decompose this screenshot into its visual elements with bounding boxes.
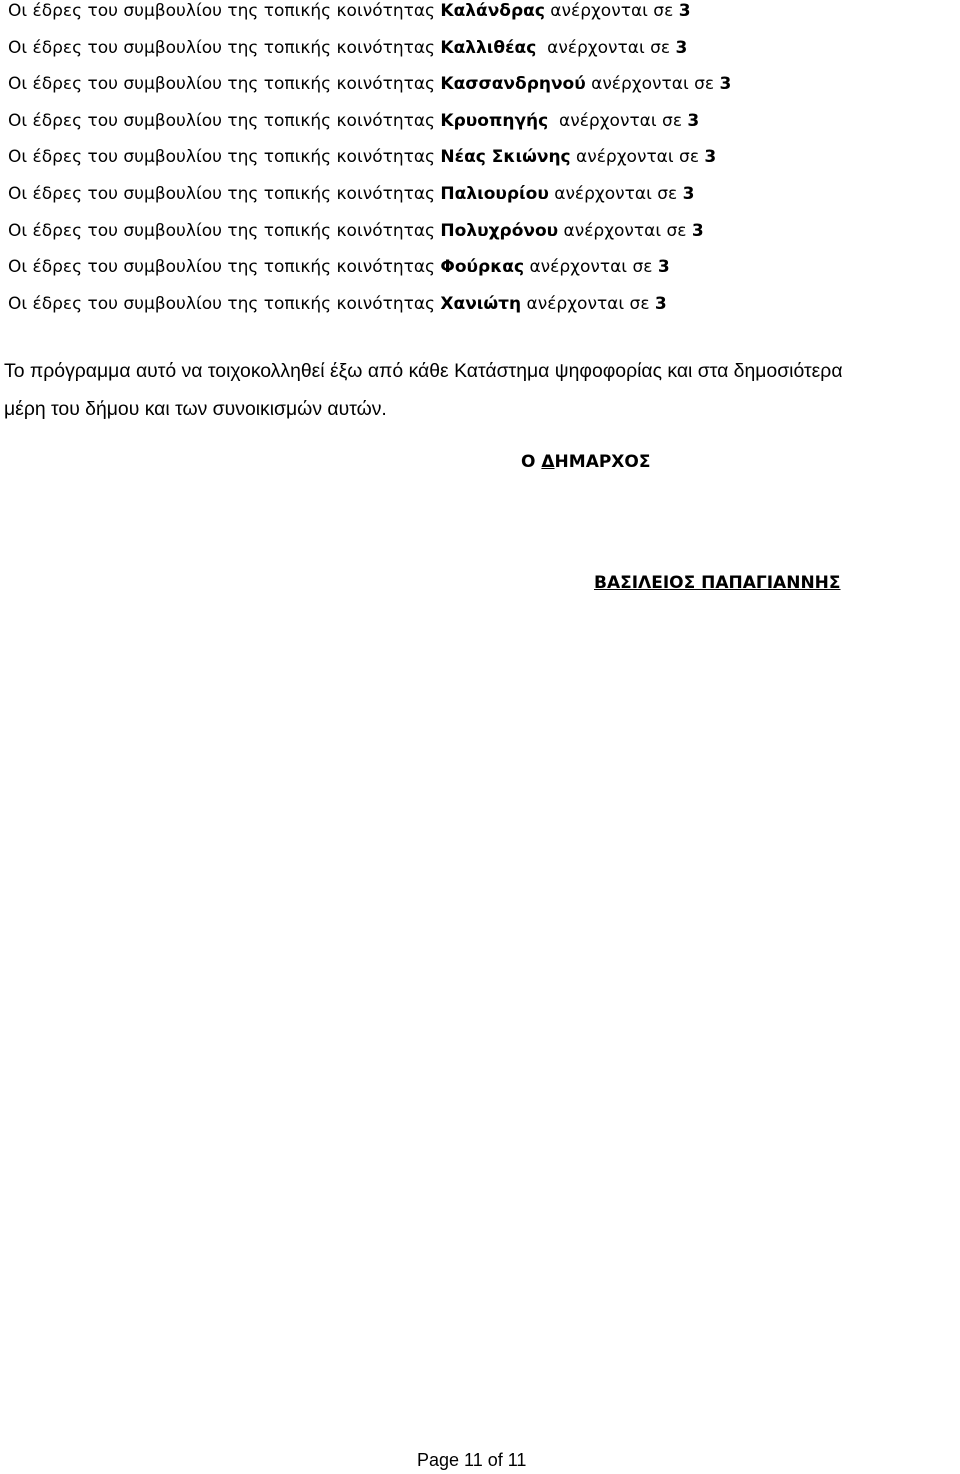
seat-count: 3 — [719, 74, 732, 95]
seat-line-prefix: Οι έδρες του συμβουλίου της τοπικής κοινότητας — [8, 293, 441, 314]
seat-line — [8, 146, 958, 183]
seat-line-prefix: Οι έδρες του συμβουλίου της τοπικής κοινότητας — [8, 220, 441, 241]
community-name: Καλάνδρας — [440, 1, 545, 21]
seat-line-prefix: Οι έδρες του συμβουλίου της τοπικής κοινότητας — [8, 183, 441, 204]
seat-line-suffix: ανέρχονται σε — [548, 110, 688, 131]
notice-line-2: μέρη του δήμου και των συνοικισμών αυτών. — [4, 398, 387, 420]
seat-line-suffix: ανέρχονται σε — [536, 37, 676, 58]
mayor-title-rest: ΗΜΑΡΧΟΣ — [554, 452, 651, 472]
seat-line-prefix: Οι έδρες του συμβουλίου της τοπικής κοινότητας — [8, 110, 441, 131]
seat-line-suffix: ανέρχονται σε — [521, 293, 655, 314]
seat-count: 3 — [675, 37, 688, 58]
community-name: Κρυοπηγής — [440, 110, 549, 131]
seat-line — [8, 183, 958, 220]
seat-count: 3 — [657, 257, 670, 278]
seat-line — [8, 37, 958, 74]
community-name: Καλλιθέας — [440, 37, 537, 58]
page-number: Page 11 of 11 — [417, 1450, 527, 1470]
notice-line-1: Το πρόγραμμα αυτό να τοιχοκολληθεί έξω από κάθε Κατάστημα ψηφοφορίας και στα δημοσιότερα — [4, 360, 843, 382]
seat-line-prefix: Οι έδρες του συμβουλίου της τοπικής κοινότητας — [8, 147, 441, 168]
community-name: Νέας Σκιώνης — [440, 147, 571, 168]
seat-line-prefix: Οι έδρες του συμβουλίου της τοπικής κοινότητας — [8, 74, 441, 95]
seat-count: 3 — [682, 183, 695, 204]
seat-count: 3 — [687, 110, 700, 131]
community-name: Φούρκας — [440, 257, 525, 278]
seat-line-suffix: ανέρχονται σε — [558, 220, 692, 241]
seat-line-suffix: ανέρχονται σε — [570, 147, 705, 168]
seat-line-prefix: Οι έδρες του συμβουλίου της τοπικής κοινότητας — [8, 37, 441, 58]
posting-notice — [4, 352, 958, 428]
seat-line — [8, 0, 958, 37]
mayor-title-prefix: Ο — [521, 452, 542, 472]
seat-count: 3 — [654, 293, 667, 314]
seat-count: 3 — [704, 147, 717, 168]
mayor-title-initial: Δ — [541, 452, 555, 472]
seat-line-suffix: ανέρχονται σε — [524, 257, 658, 278]
seat-line-suffix: ανέρχονται σε — [544, 1, 679, 21]
seat-line-suffix: ανέρχονται σε — [548, 183, 683, 204]
community-name: Κασσανδρηνού — [440, 74, 586, 95]
seat-line-suffix: ανέρχονται σε — [585, 74, 720, 95]
seat-line — [8, 220, 958, 257]
seat-list — [8, 0, 958, 329]
mayor-name: ΒΑΣΙΛΕΙΟΣ ΠΑΠΑΓΙΑΝΝΗΣ — [594, 573, 841, 593]
mayor-title — [0, 452, 960, 472]
seat-line — [8, 73, 958, 110]
seat-count: 3 — [678, 1, 691, 21]
seat-count: 3 — [691, 220, 704, 241]
seat-line — [8, 293, 958, 330]
seat-line — [8, 110, 958, 147]
community-name: Χανιώτη — [440, 293, 522, 314]
community-name: Πολυχρόνου — [440, 220, 559, 241]
seat-line-prefix: Οι έδρες του συμβουλίου της τοπικής κοινότητας — [8, 1, 441, 21]
seat-line — [8, 256, 958, 293]
seat-line-prefix: Οι έδρες του συμβουλίου της τοπικής κοινότητας — [8, 257, 441, 278]
community-name: Παλιουρίου — [440, 183, 549, 204]
